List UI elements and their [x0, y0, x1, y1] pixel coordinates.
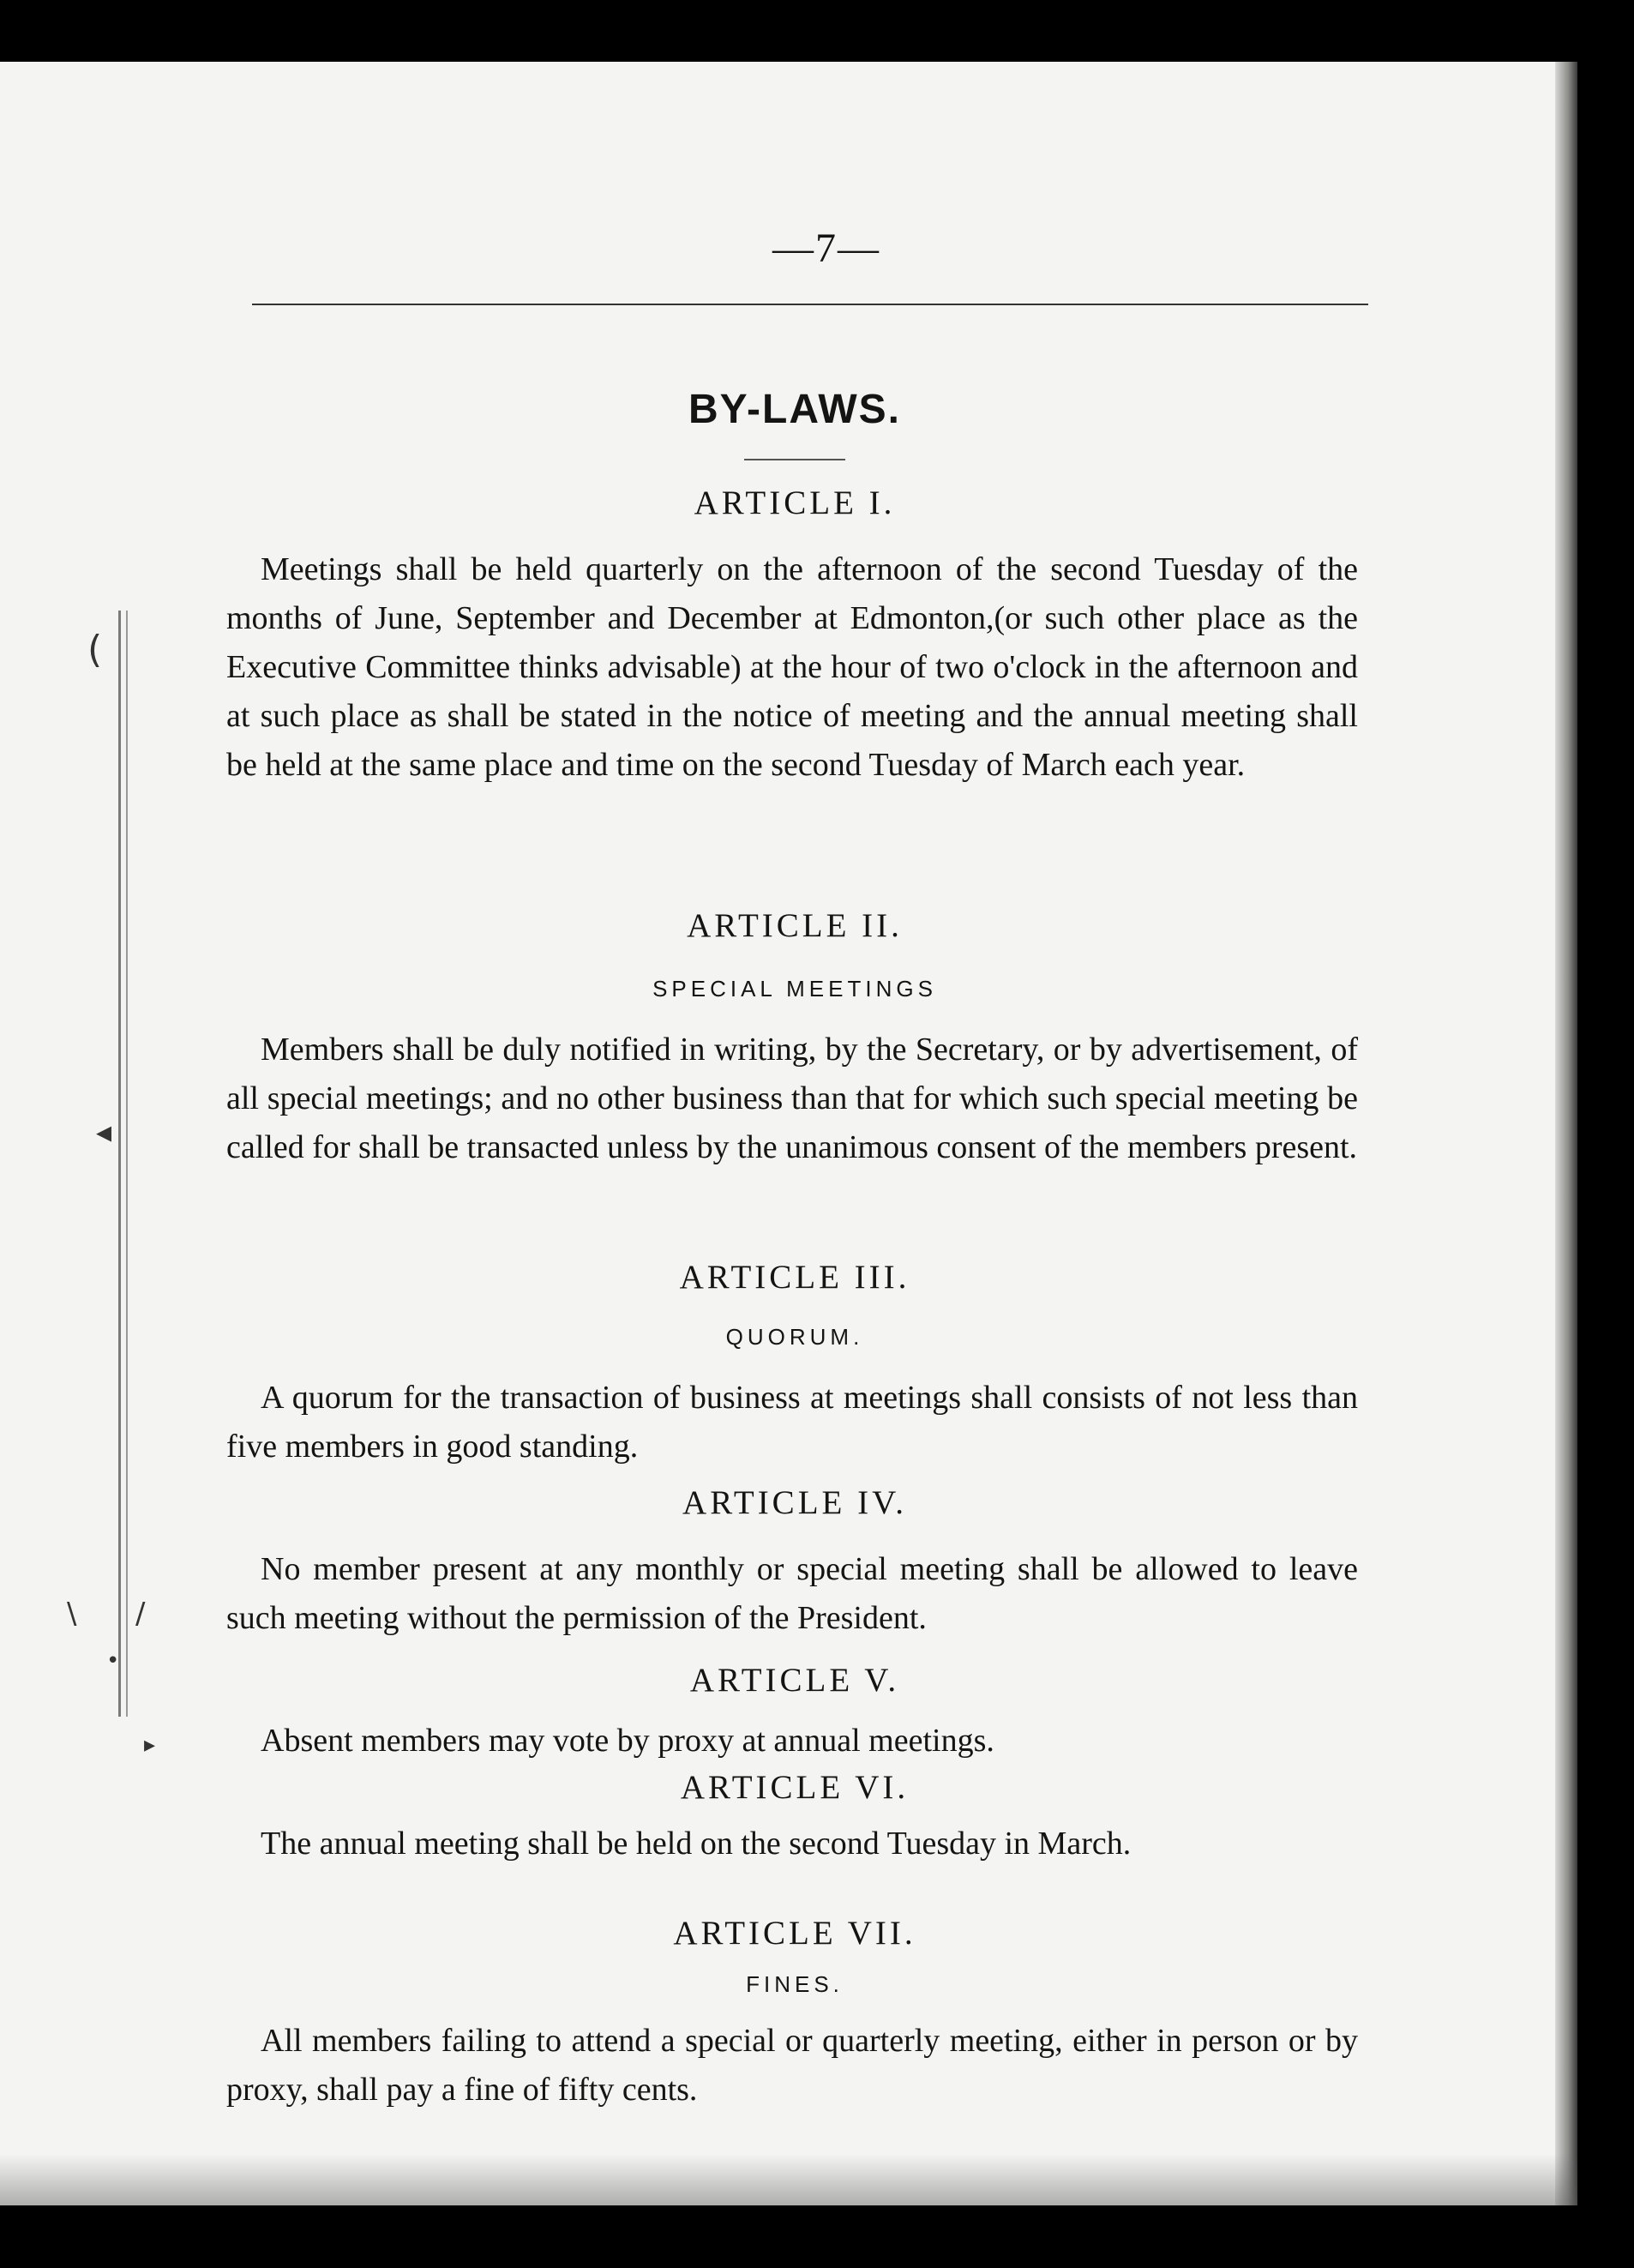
- article-subheading: FINES.: [746, 1971, 844, 1997]
- article-text: All members failing to attend a special or quarterly meeting, either in person or by proxy, shall pay a fine of fifty cents.: [226, 2023, 1358, 2108]
- article-heading: ARTICLE VI.: [680, 1769, 910, 1806]
- article-heading: ARTICLE IV.: [682, 1484, 907, 1521]
- margin-tick-mark: /: [135, 1597, 146, 1631]
- title-underline: [744, 459, 845, 460]
- margin-dot-mark: •: [106, 1648, 120, 1674]
- article-text: Meetings shall be held quarterly on the afternoon of the second Tuesday of the months of June, September and December at Edmonton,(or such other place as the Executive Committee thinks advisable) at the hour of two o'clock in the afternoon and at such place as shall be stated in the notice of meeting and the annual meeting shall be held at the same place and time on the second Tuesday of March each year.: [226, 551, 1358, 783]
- margin-paren-mark: (: [87, 628, 103, 671]
- article-text: Members shall be duly notified in writing, by the Secretary, or by advertisement, of all special meetings; and no other business than that for which such special meeting be called for shall be transacted unless by the unanimous consent of the members present.: [226, 1032, 1358, 1165]
- margin-rule: [118, 611, 128, 1717]
- margin-arrow-mark: ◂: [96, 1115, 112, 1150]
- article-heading: ARTICLE I.: [694, 484, 896, 521]
- page-title: BY-LAWS.: [688, 387, 901, 432]
- margin-arrow-mark: ▸: [144, 1732, 156, 1758]
- article-heading: ARTICLE V.: [689, 1662, 900, 1699]
- page-number: —7—: [772, 226, 880, 271]
- article-heading: ARTICLE II.: [687, 907, 903, 944]
- header-rule: [252, 304, 1368, 305]
- binding-shadow: [1555, 62, 1577, 2205]
- article-text: The annual meeting shall be held on the second Tuesday in March.: [261, 1826, 1132, 1862]
- document-page: [0, 62, 1577, 2205]
- article-text: No member present at any monthly or special meeting shall be allowed to leave such meeting without the permission of the President.: [226, 1551, 1358, 1636]
- margin-tick-mark: \: [67, 1597, 77, 1631]
- article-text: A quorum for the transaction of business at meetings shall consists of not less than five members in good standing.: [226, 1380, 1358, 1465]
- article-subheading: SPECIAL MEETINGS: [652, 976, 937, 1002]
- article-subheading: QUORUM.: [725, 1324, 864, 1350]
- article-heading: ARTICLE III.: [679, 1259, 910, 1296]
- article-heading: ARTICLE VII.: [673, 1915, 916, 1952]
- article-text: Absent members may vote by proxy at annual meetings.: [261, 1723, 994, 1759]
- page-edge-shadow: [0, 2154, 1577, 2205]
